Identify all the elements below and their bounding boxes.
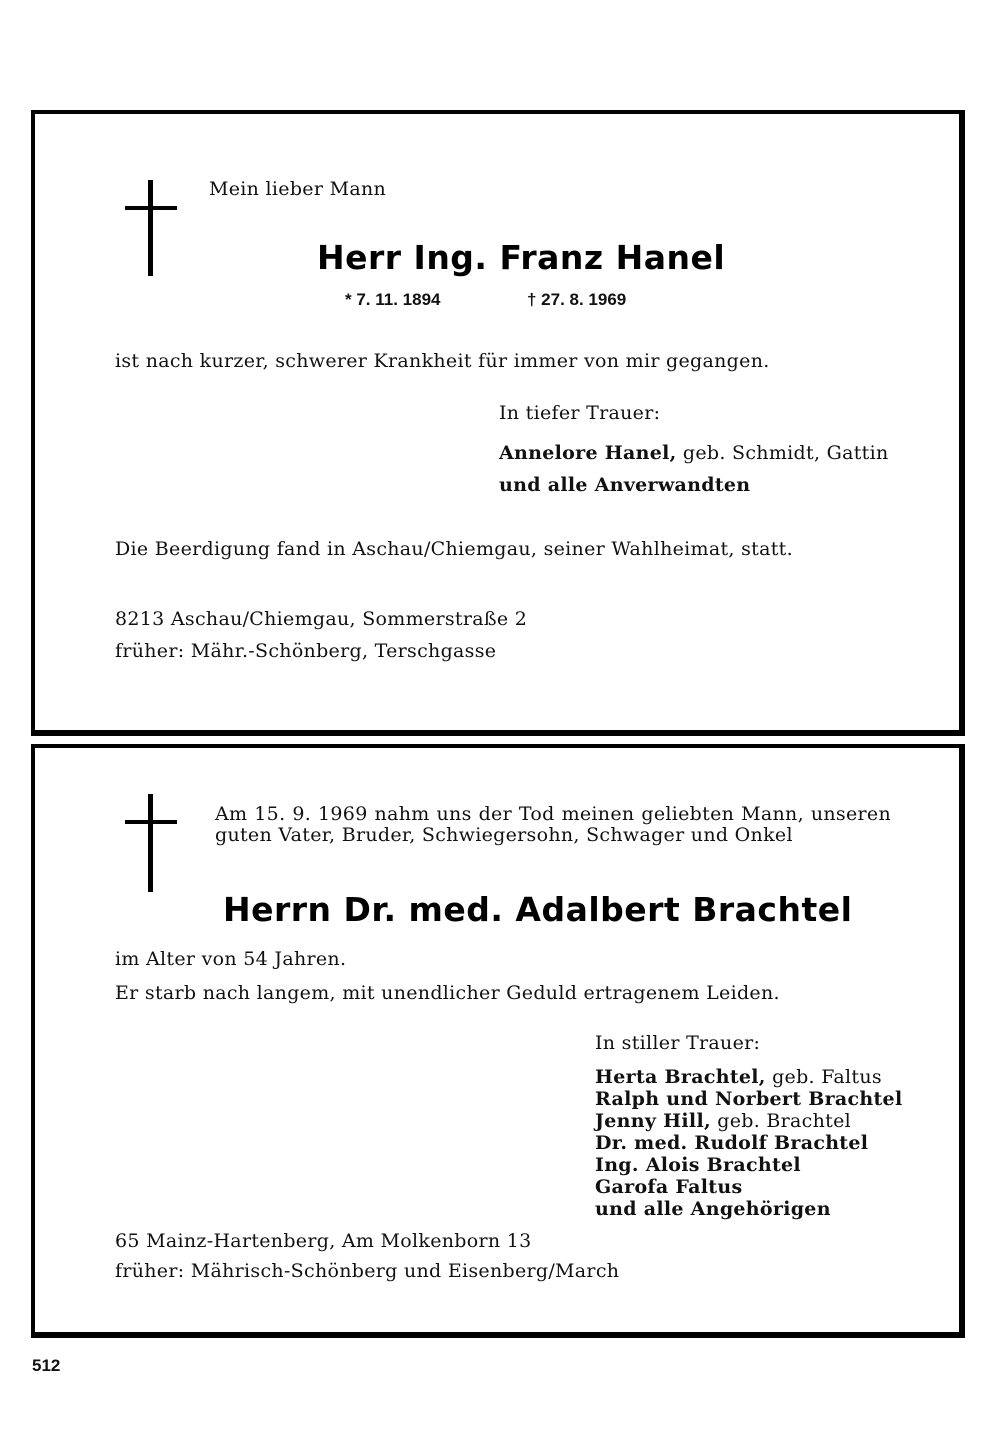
page-number: 512 xyxy=(32,1356,61,1375)
message-text: ist nach kurzer, schwerer Krankheit für immer von mir gegangen. xyxy=(115,350,770,372)
mourner-line xyxy=(499,442,889,464)
intro-text: Mein lieber Mann xyxy=(209,178,387,200)
death-date: † 27. 8. 1969 xyxy=(527,290,627,309)
mourners-list xyxy=(595,1066,902,1220)
mourner-name: Herta Brachtel, xyxy=(595,1066,766,1088)
mourner-line xyxy=(595,1066,902,1088)
intro-text: Am 15. 9. 1969 nahm uns der Tod meinen geliebten Mann, unseren guten Vater, Bruder, Schwiegersohn, Schwager und Onkel xyxy=(215,803,891,846)
obituary-notice-brachtel xyxy=(31,744,965,1338)
deceased-name: Herrn Dr. med. Adalbert Brachtel xyxy=(223,890,853,929)
mourner-detail: geb. Brachtel xyxy=(717,1110,851,1132)
age-text: im Alter von 54 Jahren. xyxy=(115,948,347,970)
former-address: früher: Mährisch-Schönberg und Eisenberg/March xyxy=(115,1260,620,1282)
cross-icon xyxy=(125,180,177,276)
mourner-name: Jenny Hill, xyxy=(595,1110,711,1132)
mourner-detail: geb. Schmidt, Gattin xyxy=(682,442,889,464)
former-address: früher: Mähr.-Schönberg, Terschgasse xyxy=(115,640,497,662)
address: 65 Mainz-Hartenberg, Am Molkenborn 13 xyxy=(115,1230,532,1252)
obituary-notice-hanel xyxy=(31,110,965,736)
mourner-line: Dr. med. Rudolf Brachtel xyxy=(595,1132,869,1154)
mourner-line: Garofa Faltus xyxy=(595,1176,743,1198)
mourner-line: Ralph und Norbert Brachtel xyxy=(595,1088,903,1110)
mourner-name: Annelore Hanel, xyxy=(499,442,677,464)
deceased-name: Herr Ing. Franz Hanel xyxy=(317,238,726,277)
mourner-line: Ing. Alois Brachtel xyxy=(595,1154,801,1176)
mourning-label: In stiller Trauer: xyxy=(595,1032,761,1054)
mourner-detail: geb. Faltus xyxy=(772,1066,882,1088)
mourning-label: In tiefer Trauer: xyxy=(499,402,661,424)
message-text: Er starb nach langem, mit unendlicher Geduld ertragenem Leiden. xyxy=(115,982,780,1004)
mourner-line xyxy=(595,1110,902,1132)
cross-icon xyxy=(125,794,177,892)
mourner-group: und alle Anverwandten xyxy=(499,474,751,496)
address: 8213 Aschau/Chiemgau, Sommerstraße 2 xyxy=(115,608,528,630)
birth-date: * 7. 11. 1894 xyxy=(345,290,441,309)
funeral-text: Die Beerdigung fand in Aschau/Chiemgau, seiner Wahlheimat, statt. xyxy=(115,538,793,560)
mourner-line: und alle Angehörigen xyxy=(595,1198,831,1220)
